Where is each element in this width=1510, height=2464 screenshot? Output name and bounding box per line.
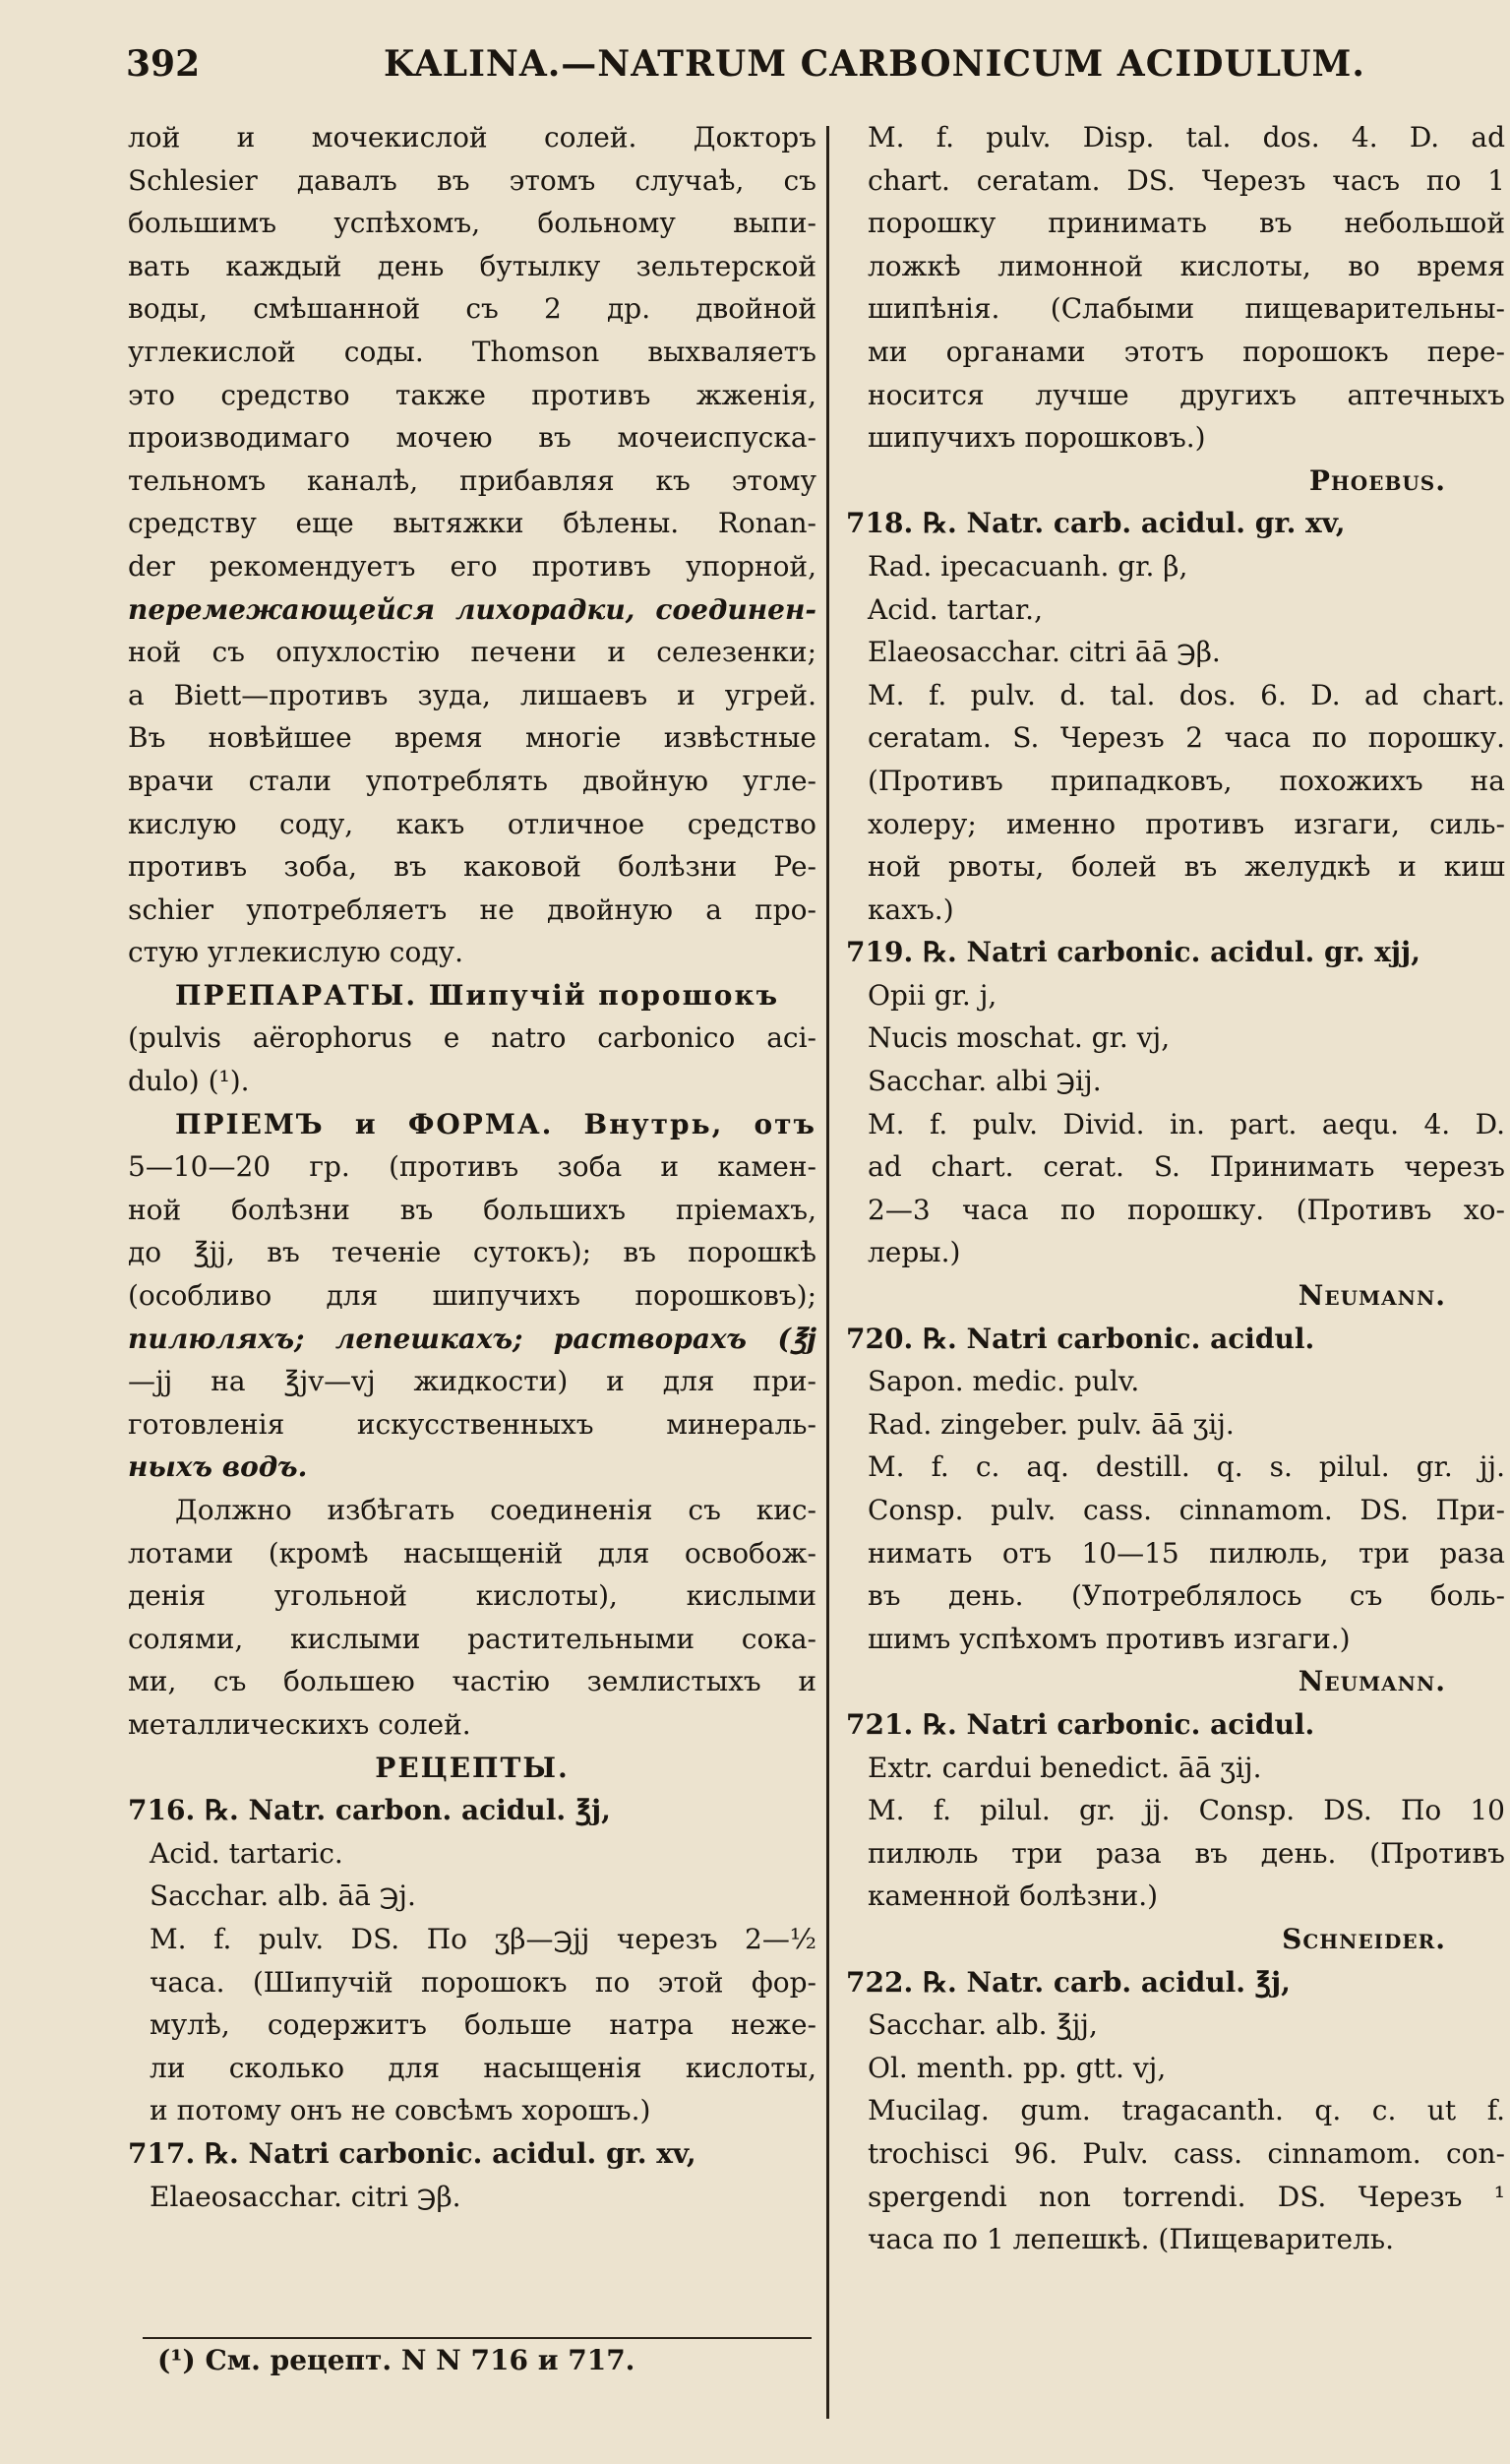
- author-attribution: Schneider.: [1282, 1922, 1446, 1955]
- recipe-ingredient: Nucis moschat. gr. vj,: [868, 1021, 1171, 1055]
- text-line: 5—10—20 гр. (противъ зоба и камен-: [128, 1150, 816, 1184]
- text-line: воды, смѣшанной съ 2 др. двойной: [128, 292, 816, 326]
- text-line: тельномъ каналѣ, прибавляя къ этому: [128, 463, 816, 497]
- text-line: мулѣ, содержитъ больше натра нежe-: [150, 2008, 816, 2042]
- recipe-instruction: M. f. c. aq. destill. q. s. pilul. gr. jj.: [868, 1450, 1505, 1484]
- page-header: [126, 43, 1503, 92]
- text-line: часа. (Шипучій порошокъ по этой фор-: [150, 1965, 816, 1999]
- text-line: schier употребляетъ не двойную а про-: [128, 893, 816, 926]
- recipe-instruction: M. f. pilul. gr. jj. Consp. DS. По 10: [868, 1794, 1505, 1827]
- text-line: каменной болѣзни.): [868, 1879, 1159, 1913]
- text-line: Schlesier давалъ въ этомъ случаѣ, съ: [128, 163, 816, 197]
- text-line: пилюляхъ; лепешкахъ; растворахъ (℥j: [128, 1322, 816, 1355]
- text-line: противъ зоба, въ каковой болѣзни Pe-: [128, 850, 816, 884]
- text-line: средству еще вытяжки бѣлены. Ronan-: [128, 507, 816, 540]
- recipe-ingredient: Opii gr. j,: [868, 978, 997, 1012]
- text-line: металлическихъ солей.: [128, 1707, 471, 1741]
- text-line: до ℥jj, въ теченіе сутокъ); въ порошкѣ: [128, 1236, 816, 1269]
- text-line: —jj на ℥jv—vj жидкости) и для при-: [128, 1365, 816, 1398]
- text-line: Consp. pulv. cass. cinnamom. DS. При-: [868, 1494, 1505, 1526]
- text-line: а Biett—противъ зуда, лишаевъ и угрей.: [128, 678, 816, 711]
- running-title: KALINA.—NATRUM CARBONICUM ACIDULUM.: [384, 43, 1365, 85]
- text-line: dulo) (¹).: [128, 1065, 250, 1098]
- text-line: ной съ опухлостію печени и селезенки;: [128, 636, 816, 669]
- section-heading-dosage: ПРІЕМЪ и ФОРМА. Внутрь, отъ: [175, 1107, 816, 1140]
- text-line: (pulvis aërophorus e natro carbonico aci-: [128, 1021, 816, 1055]
- footnote-rule: [143, 2337, 812, 2339]
- text-line: Должно избѣгать соединенія съ кис-: [175, 1494, 816, 1526]
- text-line: кислую соду, какъ отличное средство: [128, 807, 816, 840]
- footnote: (¹) См. рецепт. N N 716 и 717.: [157, 2344, 635, 2376]
- recipe-718-header: 718. ℞. Natr. carb. acidul. gr. xv,: [846, 507, 1346, 540]
- text-line: вать каждый день бутылку зельтерской: [128, 249, 816, 282]
- text-line: кахъ.): [868, 893, 954, 926]
- text-line: ми органами этотъ порошокъ пере-: [868, 335, 1505, 368]
- recipe-722-header: 722. ℞. Natr. carb. acidul. ℥j,: [846, 1965, 1291, 1999]
- author-attribution: Phoebus.: [1308, 463, 1446, 497]
- recipe-719-header: 719. ℞. Natri carbonic. acidul. gr. xjj,: [846, 936, 1420, 969]
- text-line: (Противъ припадковъ, похожихъ на: [868, 764, 1505, 797]
- recipe-720-header: 720. ℞. Natri carbonic. acidul.: [846, 1322, 1315, 1355]
- recipe-ingredient: Rad. zingeber. pulv. āā ʒij.: [868, 1407, 1235, 1441]
- text-line: der рекомендуетъ его противъ упорной,: [128, 549, 816, 583]
- text-line: шипучихъ порошковъ.): [868, 421, 1206, 455]
- recipe-ingredient: Mucilag. gum. tragacanth. q. c. ut f.: [868, 2094, 1505, 2127]
- text-line: часа по 1 лепешкѣ. (Пищеваритель.: [868, 2223, 1395, 2256]
- text-line: пилюль три раза въ день. (Противъ: [868, 1836, 1505, 1870]
- text-line: стую углекислую соду.: [128, 936, 463, 969]
- text-line: spergendi non torrendi. DS. Черезъ ¹: [868, 2180, 1505, 2213]
- section-heading-preparations: ПРЕПАРАТЫ. Шипучій порошокъ: [175, 978, 780, 1012]
- section-heading-recipes: РЕЦЕПТЫ.: [375, 1751, 570, 1784]
- recipe-ingredient: Sacchar. alb. āā ℈j.: [150, 1879, 416, 1913]
- text-line: trochisci 96. Pulv. cass. cinnamom. con-: [868, 2136, 1505, 2170]
- text-line: ложкѣ лимонной кислоты, во время: [868, 249, 1505, 282]
- recipe-ingredient: Elaeosacchar. citri āā ℈β.: [868, 636, 1221, 669]
- author-attribution: Neumann.: [1298, 1279, 1446, 1313]
- text-line: ныхъ водъ.: [128, 1450, 308, 1484]
- text-line: ной болѣзни въ большихъ пріемахъ,: [128, 1193, 816, 1226]
- text-line: ми, съ большею частію землистыхъ и: [128, 1665, 816, 1698]
- recipe-721-header: 721. ℞. Natri carbonic. acidul.: [846, 1707, 1315, 1741]
- recipe-instruction: M. f. pulv. DS. По ʒβ—℈jj черезъ 2—½: [150, 1922, 816, 1955]
- text-line: носится лучше другихъ аптечныхъ: [868, 378, 1505, 411]
- text-line: ceratam. S. Черезъ 2 часа по порошку.: [868, 721, 1505, 755]
- text-line: въ день. (Употреблялось съ боль-: [868, 1579, 1505, 1613]
- text-line: это средство также противъ жженія,: [128, 378, 816, 411]
- text-line: врачи стали употреблять двойную угле-: [128, 764, 816, 797]
- right-column: [846, 116, 1505, 2261]
- text-line: леры.): [868, 1236, 961, 1269]
- column-divider: [826, 126, 829, 2419]
- text-line: готовленія искусственныхъ минераль-: [128, 1407, 816, 1441]
- left-column: [128, 116, 816, 2218]
- recipe-ingredient: Ol. menth. pp. gtt. vj,: [868, 2051, 1167, 2084]
- recipe-instruction: M. f. pulv. d. tal. dos. 6. D. ad chart.: [868, 678, 1505, 711]
- text-line: и потому онъ не совсѣмъ хорошъ.): [150, 2094, 651, 2127]
- text-line: углекислой соды. Thomson выхваляетъ: [128, 335, 816, 368]
- recipe-ingredient: Elaeosacchar. citri ℈β.: [150, 2180, 461, 2213]
- text-line: лой и мочекислой солей. Докторъ: [128, 121, 816, 154]
- text-line: M. f. pulv. Disp. tal. dos. 4. D. ad: [868, 121, 1505, 154]
- recipe-717-header: 717. ℞. Natri carbonic. acidul. gr. xv,: [128, 2136, 696, 2170]
- recipe-ingredient: Acid. tartar.,: [868, 592, 1043, 626]
- page-number: 392: [126, 43, 201, 85]
- text-line: денія угольной кислоты), кислыми: [128, 1579, 816, 1613]
- text-line: chart. ceratam. DS. Черезъ часъ по 1: [868, 163, 1505, 197]
- recipe-ingredient: Sacchar. albi ℈ij.: [868, 1065, 1102, 1098]
- recipe-instruction: M. f. pulv. Divid. in. part. aequ. 4. D.: [868, 1107, 1505, 1140]
- text-line: ной рвоты, болей въ желудкѣ и киш: [868, 850, 1505, 884]
- text-line: ли сколько для насыщенія кислоты,: [150, 2051, 816, 2084]
- recipe-ingredient: Rad. ipecacuanh. gr. β,: [868, 549, 1188, 583]
- recipe-ingredient: Acid. tartaric.: [150, 1836, 343, 1870]
- text-line: (особливо для шипучихъ порошковъ);: [128, 1279, 816, 1313]
- recipe-ingredient: Extr. cardui benedict. āā ʒij.: [868, 1751, 1262, 1784]
- text-line: перемежающейся лихорадки, соединен-: [128, 592, 816, 626]
- recipe-716-header: 716. ℞. Natr. carbon. acidul. ℥j,: [128, 1794, 611, 1827]
- text-line: лотами (кромѣ насыщеній для освобож-: [128, 1536, 816, 1570]
- text-line: большимъ успѣхомъ, больному выпи-: [128, 207, 816, 240]
- text-line: шимъ успѣхомъ противъ изгаги.): [868, 1622, 1351, 1655]
- recipe-ingredient: Sapon. medic. pulv.: [868, 1365, 1140, 1398]
- recipe-ingredient: Sacchar. alb. ℥jj,: [868, 2008, 1098, 2042]
- text-line: порошку принимать въ небольшой: [868, 207, 1505, 240]
- text-line: шипѣнія. (Слабыми пищеварительны-: [868, 292, 1505, 326]
- text-line: 2—3 часа по порошку. (Противъ хо-: [868, 1193, 1505, 1226]
- text-line: ad chart. cerat. S. Принимать черезъ: [868, 1150, 1505, 1184]
- text-line: производимаго мочею въ мочеиспуска-: [128, 421, 816, 455]
- author-attribution: Neumann.: [1298, 1665, 1446, 1698]
- text-line: нимать отъ 10—15 пилюль, три раза: [868, 1536, 1505, 1570]
- text-line: Въ новѣйшее время многіе извѣстные: [128, 721, 816, 755]
- text-line: солями, кислыми растительными сока-: [128, 1622, 816, 1655]
- text-line: холеру; именно противъ изгаги, силь-: [868, 807, 1505, 840]
